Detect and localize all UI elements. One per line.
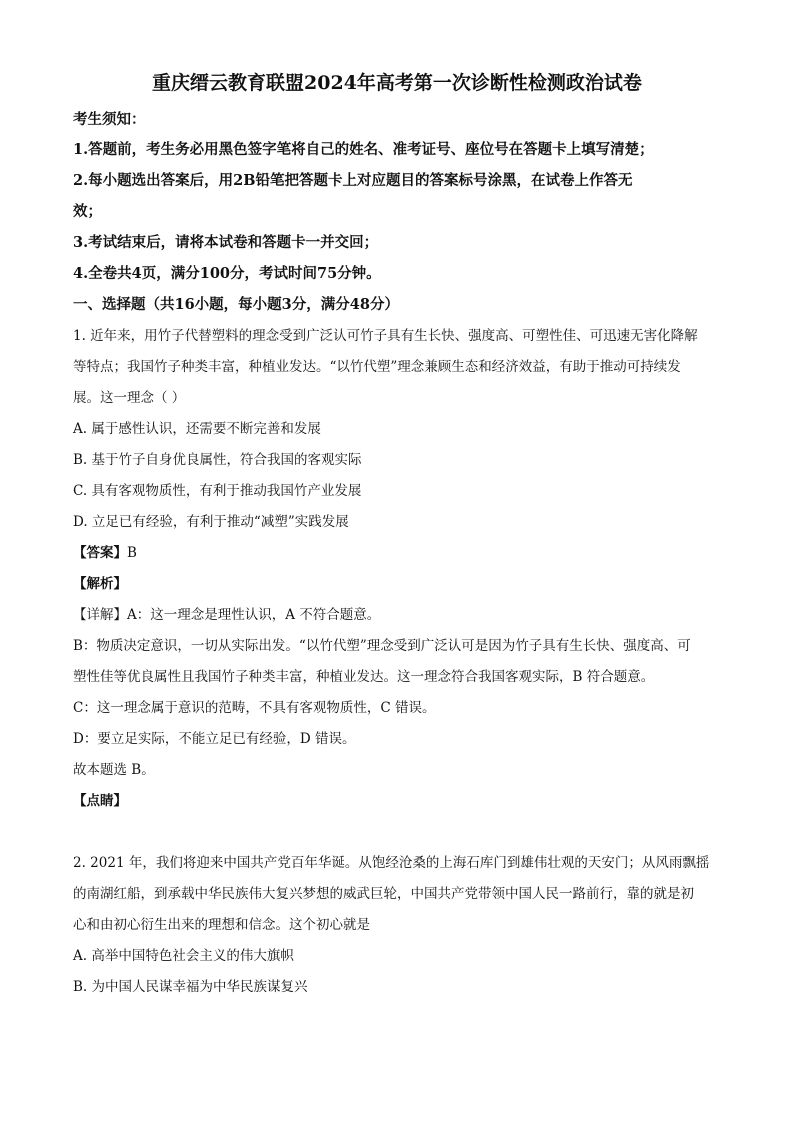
question-1-stem: 1. 近年来，用竹子代替塑料的理念受到广泛认可竹子具有生长快、强度高、可塑性佳、可迅速无害化降解 [73, 328, 698, 344]
question-1-option-a: A. 属于感性认识，还需要不断完善和发展 [73, 421, 321, 437]
answer-row [73, 543, 137, 563]
question-2-option-b: B. 为中国人民谋幸福为中华民族谋复兴 [73, 979, 308, 995]
question-1-option-d: D. 立足已有经验，有利于推动“减塑”实践发展 [73, 514, 349, 530]
answer-value: B [127, 545, 137, 561]
notice-item: 4.全卷共4页，满分100分，考试时间75分钟。 [73, 265, 381, 282]
question-1-option-b: B. 基于竹子自身优良属性，符合我国的客观实际 [73, 452, 362, 468]
detail-line: B：物质决定意识，一切从实际出发。“以竹代塑”理念受到广泛认可是因为竹子具有生长快、强度高、可 [73, 638, 691, 654]
detail-line: D：要立足实际，不能立足已有经验，D 错误。 [73, 731, 356, 747]
notice-item: 1.答题前，考生务必用黑色签字笔将自己的姓名、准考证号、座位号在答题卡上填写清楚； [73, 141, 654, 158]
analysis-label: 【解析】 [73, 576, 127, 592]
question-2-option-a: A. 高举中国特色社会主义的伟大旗帜 [73, 948, 294, 964]
notice-item: 2.每小题选出答案后，用2B铅笔把答题卡上对应题目的答案标号涂黑，在试卷上作答无 [73, 172, 633, 189]
comment-label: 【点睛】 [73, 793, 127, 809]
page-title: 重庆缙云教育联盟2024年高考第一次诊断性检测政治试卷 [152, 72, 642, 94]
detail-line: 故本题选 B。 [73, 762, 155, 778]
question-1-option-c: C. 具有客观物质性，有利于推动我国竹产业发展 [73, 483, 362, 499]
detail-line: C：这一理念属于意识的范畴，不具有客观物质性，C 错误。 [73, 700, 436, 716]
answer-label: 【答案】 [73, 545, 127, 561]
question-2-stem: 的南湖红船，到承载中华民族伟大复兴梦想的威武巨轮，中国共产党带领中国人民一路前行，靠的就是初 [73, 886, 694, 902]
detail-line: 【详解】A：这一理念是理性认识，A 不符合题意。 [73, 607, 381, 623]
notice-item: 3.考试结束后，请将本试卷和答题卡一并交回； [73, 234, 379, 251]
notice-heading: 考生须知： [73, 111, 146, 128]
notice-item: 效； [73, 203, 102, 220]
section-heading: 一、选择题（共16小题，每小题3分，满分48分） [73, 296, 399, 313]
question-2-stem: 心和由初心衍生出来的理想和信念。这个初心就是 [73, 917, 370, 933]
question-1-stem: 展。这一理念（ ） [73, 390, 186, 406]
question-2-stem: 2. 2021 年，我们将迎来中国共产党百年华诞。从饱经沧桑的上海石库门到雄伟壮观的天安门；从风雨飘摇 [73, 855, 710, 871]
detail-line: 塑性佳等优良属性且我国竹子种类丰富，种植业发达。这一理念符合我国客观实际，B 符合题意。 [73, 669, 655, 685]
question-1-stem: 等特点；我国竹子种类丰富，种植业发达。“以竹代塑”理念兼顾生态和经济效益，有助于推动可持续发 [73, 359, 681, 375]
